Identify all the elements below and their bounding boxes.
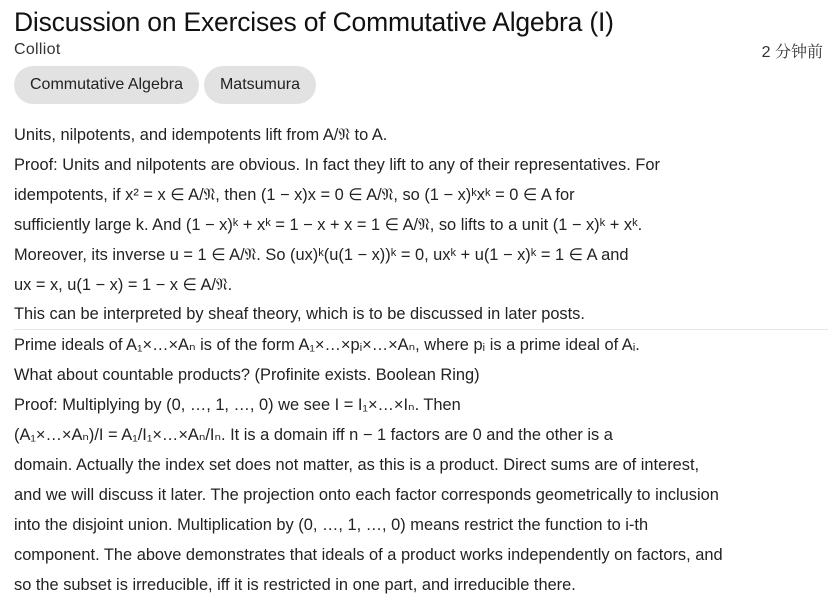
- text-line: Prime ideals of A₁×…×Aₙ is of the form A₁×…×pᵢ×…×Aₙ, where pᵢ is a prime ideal of Aᵢ.: [14, 336, 640, 354]
- text-line: and we will discuss it later. The projection onto each factor corresponds geometrically to inclusion: [14, 486, 719, 504]
- post-title: Discussion on Exercises of Commutative Algebra (I): [14, 7, 614, 37]
- post-timestamp: 2 分钟前: [761, 43, 823, 61]
- text-line: (A₁×…×Aₙ)/I = A₁/I₁×…×Aₙ/Iₙ. It is a domain iff n − 1 factors are 0 and the other is a: [14, 426, 613, 444]
- author-name[interactable]: Colliot: [14, 41, 61, 58]
- post-meta: [14, 40, 827, 60]
- text-line: Proof: Multiplying by (0, …, 1, …, 0) we see I = I₁×…×Iₙ. Then: [14, 396, 461, 414]
- section-idempotents: [14, 120, 827, 329]
- tag-commutative-algebra[interactable]: Commutative Algebra: [14, 66, 199, 104]
- text-line: into the disjoint union. Multiplication by (0, …, 1, …, 0) means restrict the function to i-th: [14, 516, 649, 534]
- text-line: domain. Actually the index set does not matter, as this is a product. Direct sums are of interest,: [14, 456, 700, 474]
- text-line: This can be interpreted by sheaf theory, which is to be discussed in later posts.: [14, 305, 585, 323]
- text-line: Proof: Units and nilpotents are obvious. In fact they lift to any of their representatives. For: [14, 156, 660, 174]
- post-body: [14, 120, 827, 600]
- text-line: component. The above demonstrates that ideals of a product works independently on factors, and: [14, 546, 723, 564]
- tag-matsumura[interactable]: Matsumura: [204, 66, 316, 104]
- tag-list: [14, 66, 827, 104]
- text-line: What about countable products? (Profinite exists. Boolean Ring): [14, 366, 480, 384]
- text-line: Moreover, its inverse u = 1 ∈ A/𝔑. So (ux)ᵏ(u(1 − x))ᵏ = 0, uxᵏ + u(1 − x)ᵏ = 1 ∈ A and: [14, 246, 629, 264]
- text-line: idempotents, if x² = x ∈ A/𝔑, then (1 − x)x = 0 ∈ A/𝔑, so (1 − x)ᵏxᵏ = 0 ∈ A for: [14, 186, 575, 204]
- section-prime-ideals: [14, 330, 827, 600]
- text-line: so the subset is irreducible, iff it is restricted in one part, and irreducible there.: [14, 576, 576, 594]
- text-line: Units, nilpotents, and idempotents lift from A/𝔑 to A.: [14, 126, 388, 144]
- text-line: ux = x, u(1 − x) = 1 − x ∈ A/𝔑.: [14, 276, 233, 294]
- text-line: sufficiently large k. And (1 − x)ᵏ + xᵏ = 1 − x + x = 1 ∈ A/𝔑, so lifts to a unit (1 − x)ᵏ + xᵏ.: [14, 216, 643, 234]
